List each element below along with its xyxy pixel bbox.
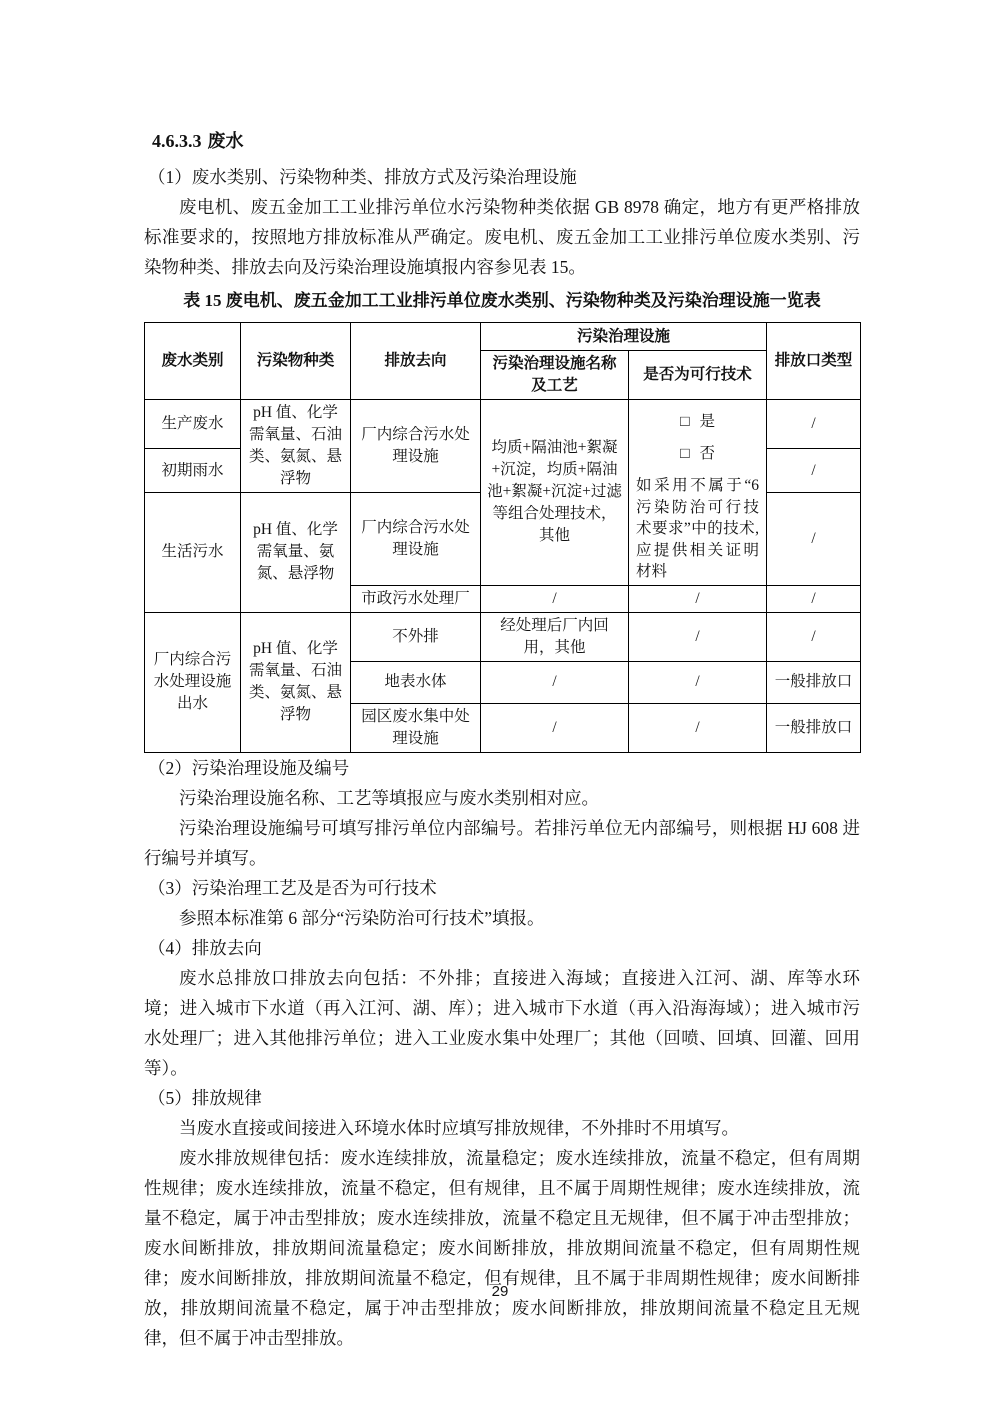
cell-feasible-tech <box>629 400 767 586</box>
col-header-pollutant-type: 污染物种类 <box>241 323 351 400</box>
col-header-discharge-destination: 排放去向 <box>351 323 481 400</box>
table-row <box>145 612 861 661</box>
feasible-no-option <box>634 443 761 465</box>
cell-dest-surface-water: 地表水体 <box>351 661 481 703</box>
item-2-paragraph-2: 污染治理设施编号可填写排污单位内部编号。若排污单位无内部编号，则根据 HJ 608 进行编号并填写。 <box>144 817 860 868</box>
table-15 <box>144 322 861 753</box>
page-number: 29 <box>491 1283 509 1300</box>
feasible-yes-option <box>634 411 761 433</box>
cell-feasible-na: / <box>629 612 767 661</box>
section-heading <box>152 126 860 156</box>
item-1-label: （1）废水类别、污染物种类、排放方式及污染治理设施 <box>148 167 577 187</box>
feasible-no-label: 否 <box>699 445 715 462</box>
feasible-note: 如采用不属于“6 污染防治可行技术要求”中的技术,应提供相关证明材料 <box>636 477 760 580</box>
cell-pollutants-domestic: pH 值、化学需氧量、氨氮、悬浮物 <box>241 493 351 613</box>
cell-process-na: / <box>481 585 629 612</box>
item-3-label: （3）污染治理工艺及是否为可行技术 <box>148 877 437 898</box>
col-header-treatment-facility: 污染治理设施 <box>481 323 767 351</box>
col-header-wastewater-type: 废水类别 <box>145 323 241 400</box>
item-5-label: （5）排放规律 <box>148 1087 262 1108</box>
cell-process-combo: 均质+隔油池+絮凝+沉淀，均质+隔油池+絮凝+沉淀+过滤等组合处理技术，其他 <box>481 400 629 586</box>
cell-outlet-general: 一般排放口 <box>767 703 861 752</box>
cell-outlet-general: 一般排放口 <box>767 661 861 703</box>
item-4-paragraph: 废水总排放口排放去向包括：不外排；直接进入海域；直接进入江河、湖、库等水环境；进入城市下水道（再入江河、湖、库）；进入城市下水道（再入沿海海域）；进入城市污水处理厂；进入其他排污单位；进入工业废水集中处理厂；其他（回喷、回填、回灌、回用等）。 <box>144 967 860 1078</box>
cell-pollutants-production: pH 值、化学需氧量、石油类、氨氮、悬浮物 <box>241 400 351 493</box>
cell-feasible-na: / <box>629 661 767 703</box>
section-number: 4.6.3.3 <box>152 131 202 151</box>
checkbox-icon: □ <box>680 413 690 430</box>
item-5-paragraph-2: 废水排放规律包括：废水连续排放，流量稳定；废水连续排放，流量不稳定，但有周期性规律；废水连续排放，流量不稳定，但有规律，且不属于周期性规律；废水连续排放，流量不稳定，属于冲击型排放；废水连续排放，流量不稳定且无规律，但不属于冲击型排放；废水间断排放，排放期间流量稳定；废水间断排放，排放期间流量不稳定，但有周期性规律；废水间断排放，排放期间流量不稳定，但有规律，且不属于非周期性规律；废水间断排放，排放期间流量不稳定，属于冲击型排放；废水间断排放，排放期间流量不稳定且无规律，但不属于冲击型排放。 <box>144 1147 860 1348</box>
section-title: 废水 <box>207 131 244 151</box>
cell-outlet-na: / <box>767 612 861 661</box>
item-4-label: （4）排放去向 <box>148 937 262 958</box>
cell-feasible-na: / <box>629 585 767 612</box>
cell-outlet-na: / <box>767 400 861 449</box>
cell-plant-effluent: 厂内综合污水处理设施出水 <box>145 612 241 752</box>
cell-dest-park-facility: 园区废水集中处理设施 <box>351 703 481 752</box>
cell-dest-in-plant-1: 厂内综合污水处理设施 <box>351 400 481 493</box>
cell-feasible-na: / <box>629 703 767 752</box>
cell-dest-no-discharge: 不外排 <box>351 612 481 661</box>
cell-outlet-na: / <box>767 585 861 612</box>
cell-dest-municipal: 市政污水处理厂 <box>351 585 481 612</box>
item-5-paragraph-1: 当废水直接或间接进入环境水体时应填写排放规律，不外排时不用填写。 <box>179 1117 739 1138</box>
cell-production-wastewater: 生产废水 <box>145 400 241 449</box>
item-2-paragraph-1: 污染治理设施名称、工艺等填报应与废水类别相对应。 <box>179 787 599 808</box>
feasible-yes-label: 是 <box>699 413 715 430</box>
col-header-facility-name-process: 污染治理设施名称及工艺 <box>481 351 629 400</box>
page-content <box>144 126 860 1353</box>
cell-process-na: / <box>481 661 629 703</box>
cell-initial-rainwater: 初期雨水 <box>145 449 241 493</box>
cell-outlet-na: / <box>767 449 861 493</box>
checkbox-icon: □ <box>680 445 690 462</box>
item-2-label: （2）污染治理设施及编号 <box>148 757 350 778</box>
table-row <box>145 400 861 449</box>
cell-process-reuse: 经处理后厂内回用，其他 <box>481 612 629 661</box>
cell-outlet-na: / <box>767 493 861 586</box>
item-1-paragraph: 废电机、废五金加工工业排污单位水污染物种类依据 GB 8978 确定，地方有更严格排放标准要求的，按照地方排放标准从严确定。废电机、废五金加工工业排污单位废水类别、污染物种类、排放去向及污染治理设施填报内容参见表 15。 <box>144 197 860 277</box>
cell-process-na: / <box>481 703 629 752</box>
table-title: 表 15 废电机、废五金加工工业排污单位废水类别、污染物种类及污染治理设施一览表 <box>183 291 821 310</box>
col-header-outlet-type: 排放口类型 <box>767 323 861 400</box>
item-3-paragraph: 参照本标准第 6 部分“污染防治可行技术”填报。 <box>179 907 545 928</box>
cell-dest-in-plant-2: 厂内综合污水处理设施 <box>351 493 481 586</box>
cell-pollutants-effluent: pH 值、化学需氧量、石油类、氨氮、悬浮物 <box>241 612 351 752</box>
cell-domestic-sewage: 生活污水 <box>145 493 241 613</box>
col-header-feasible-tech: 是否为可行技术 <box>629 351 767 400</box>
